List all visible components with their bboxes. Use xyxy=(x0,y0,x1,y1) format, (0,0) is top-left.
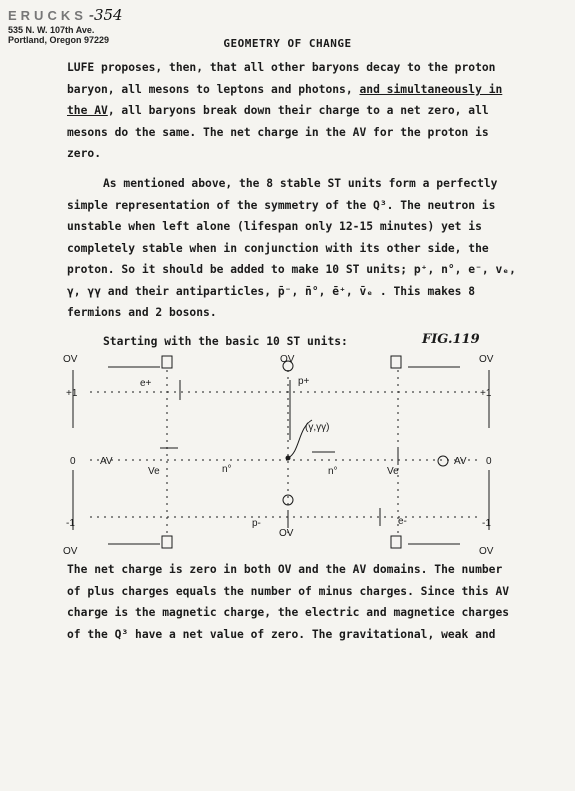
e-plus-label: e+ xyxy=(140,378,152,389)
p-plus-label: p+ xyxy=(298,376,310,387)
axis-zero-left: 0 xyxy=(70,456,76,467)
ov-bottom-right: OV xyxy=(479,546,494,557)
paragraph-1-text-a: LUFE proposes, then, that all other baryons decay to the proton baryon, all mesons to leptons and photons, xyxy=(67,61,496,96)
box-top-left xyxy=(162,356,172,368)
center-point xyxy=(286,456,290,460)
handwritten-page-number: -354 xyxy=(88,6,123,24)
paragraph-1-text-b: , all baryons break down their charge to a net zero, all mesons do the same. The net charge in the AV for the proton is zero. xyxy=(67,104,489,160)
paragraph-3 xyxy=(67,559,517,645)
paragraph-3-text: The net charge is zero in both OV and the AV domains. The number of plus charges equals the number of minus charges. Since this AV charge is the magnetic charge, the electric and magnetice charges of the Q³ have a net value of zero. The gravitational, weak and xyxy=(67,563,510,641)
av-right-label: AV xyxy=(454,456,467,467)
paragraph-2-text: As mentioned above, the 8 stable ST units form a perfectly simple representation of the symmetry of the Q³. The neutron is unstable when left alone (lifespan only 12-15 minutes) yet is completely stable when in conjunction with its other side, the proton. So it should be added to make 10 ST units; p⁺, n°, e⁻, vₑ, γ, γγ and their antiparticles, p̄⁻, n̄°, ē⁺, v̄ₑ . This makes 8 fermions and 2 bosons. xyxy=(67,177,516,319)
axis-minus1-left: -1 xyxy=(66,518,75,529)
n-bar-label: n° xyxy=(222,464,232,475)
figure-intro: Starting with the basic 10 ST units: xyxy=(103,335,348,348)
address-line-2: Portland, Oregon 97229 xyxy=(8,35,110,45)
paragraph-1-underlined: and simultaneously in the AV xyxy=(67,82,503,117)
gamma-label: (γ,γγ) xyxy=(305,422,330,433)
axis-plus1-left: +1 xyxy=(66,388,78,399)
stamp-name: ERUCKS xyxy=(8,8,87,23)
axis-minus1-right: -1 xyxy=(482,518,491,529)
ov-top-left: OV xyxy=(63,354,78,365)
address-line-1: 535 N. W. 107th Ave. xyxy=(8,25,95,35)
page-title: GEOMETRY OF CHANGE xyxy=(223,37,352,50)
axis-plus1-right: +1 xyxy=(480,388,492,399)
paragraph-1 xyxy=(67,57,517,165)
ov-top-center: OV xyxy=(280,354,295,365)
axis-zero-right: 0 xyxy=(486,456,492,467)
box-top-right xyxy=(391,356,401,368)
ve-bar-label: Ve xyxy=(148,466,160,477)
ve-label: Ve xyxy=(387,466,399,477)
p-minus-label: p- xyxy=(252,518,261,529)
ov-top-right: OV xyxy=(479,354,494,365)
st-units-diagram xyxy=(0,340,575,560)
av-left-label: AV xyxy=(100,456,113,467)
box-bottom-left xyxy=(162,536,172,548)
e-minus-label: e- xyxy=(398,516,407,527)
av-right-circle xyxy=(438,456,448,466)
box-bottom-right xyxy=(391,536,401,548)
n-label: n° xyxy=(328,466,338,477)
figure-label: FIG.119 xyxy=(422,332,480,347)
ov-bottom-center: OV xyxy=(279,528,294,539)
ov-bottom-left: OV xyxy=(63,546,78,557)
paragraph-2 xyxy=(67,173,517,324)
